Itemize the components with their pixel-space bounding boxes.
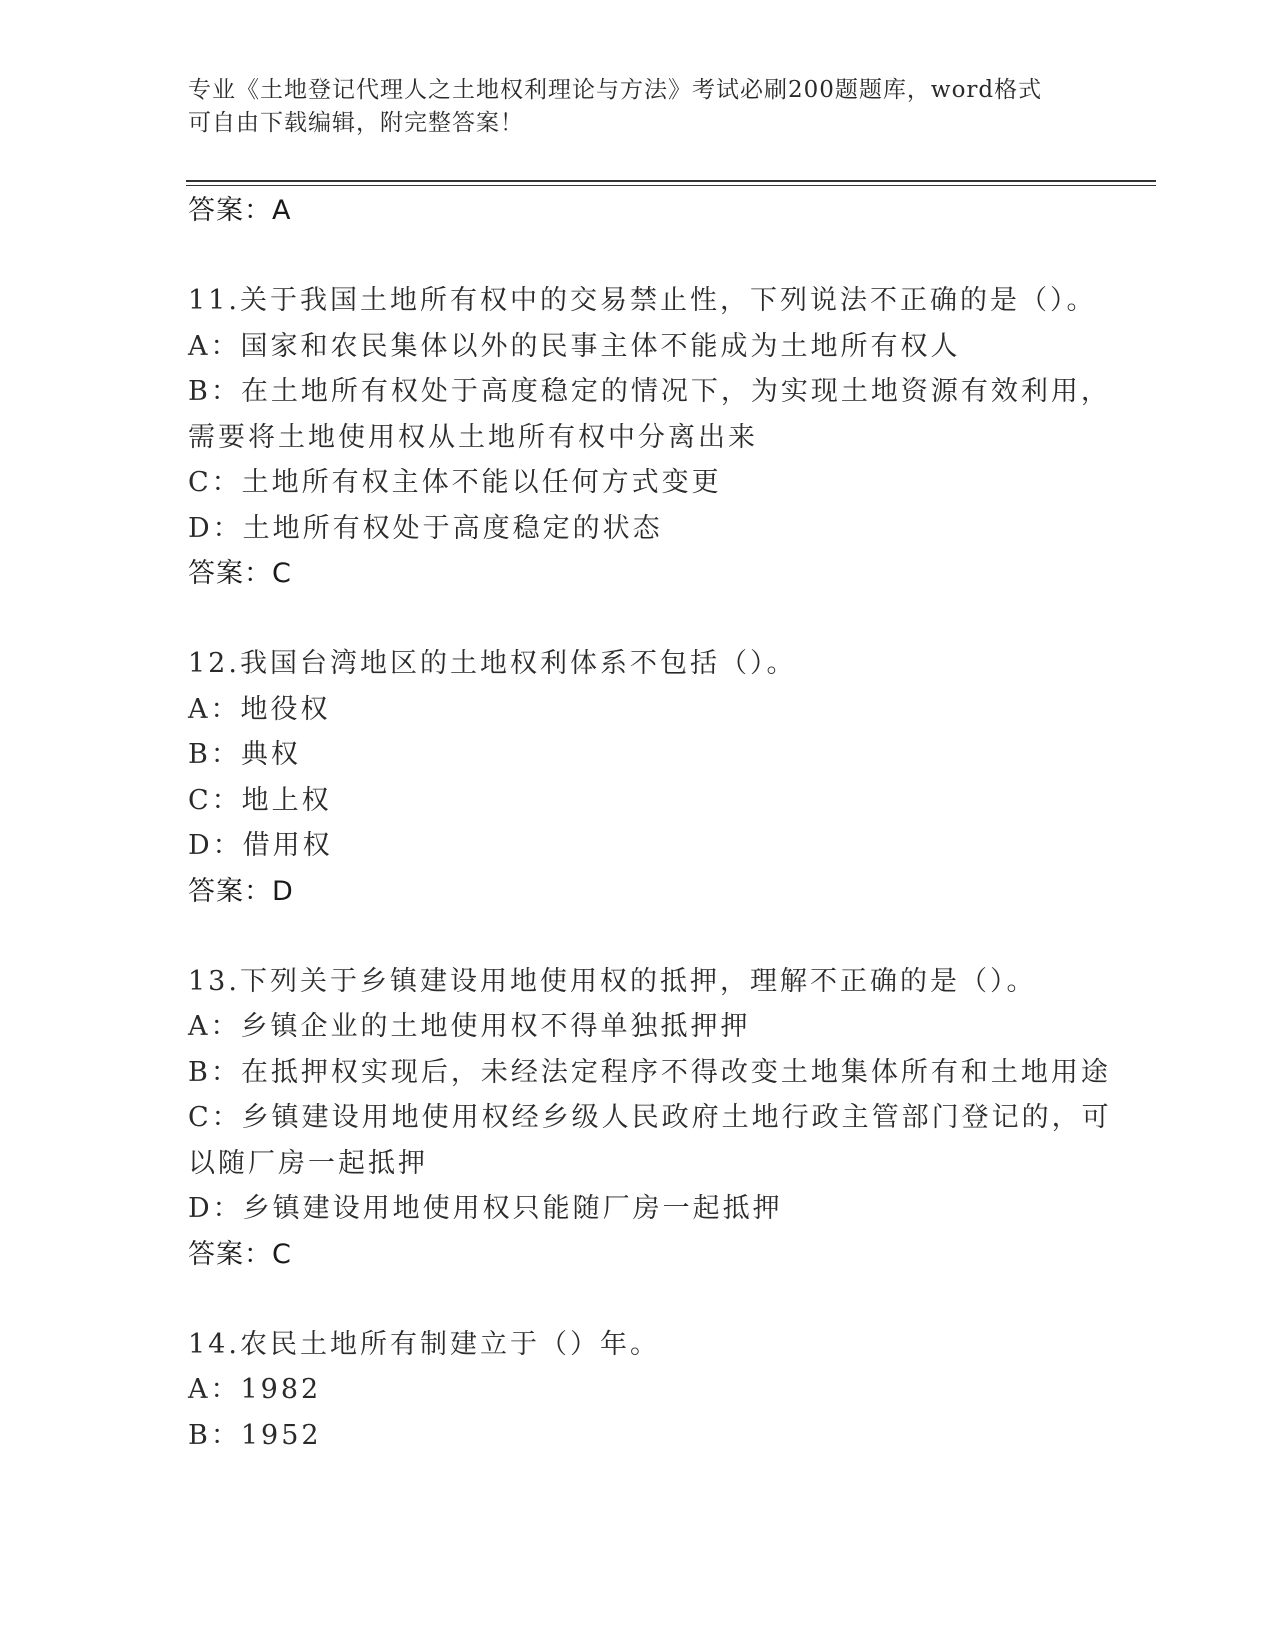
document-header (188, 74, 1068, 140)
option-d: D：乡镇建设用地使用权只能随厂房一起抵押 (188, 1193, 783, 1224)
option-d: D：土地所有权处于高度稳定的状态 (188, 512, 663, 544)
question-12 (188, 641, 1128, 914)
question-11 (188, 278, 1128, 596)
option-b: B：1952 (188, 1419, 322, 1451)
answer-text: 答案：A (188, 195, 292, 226)
question-13 (188, 959, 1128, 1277)
option-c-continued: 以随厂房一起抵押 (188, 1147, 428, 1179)
header-divider-top (186, 180, 1156, 182)
option-b-continued: 需要将土地使用权从土地所有权中分离出来 (188, 421, 758, 453)
answer-text: 答案：C (188, 1238, 292, 1270)
option-c: C：地上权 (188, 784, 332, 816)
option-a: A：地役权 (188, 693, 331, 725)
question-stem: 13.下列关于乡镇建设用地使用权的抵押，理解不正确的是（）。 (188, 965, 1037, 997)
question-14 (188, 1322, 1128, 1459)
option-a: A：乡镇企业的土地使用权不得单独抵押押 (188, 1011, 751, 1042)
option-c: C：土地所有权主体不能以任何方式变更 (188, 467, 722, 498)
header-line-1: 专业《土地登记代理人之土地权利理论与方法》考试必刷200题题库，word格式 (188, 77, 1043, 103)
answer-text: 答案：D (188, 875, 294, 907)
option-a: A：1982 (188, 1374, 322, 1405)
option-b: B：典权 (188, 739, 301, 770)
question-stem: 11.关于我国土地所有权中的交易禁止性，下列说法不正确的是（）。 (188, 285, 1097, 316)
option-a: A：国家和农民集体以外的民事主体不能成为土地所有权人 (188, 330, 961, 362)
option-d: D：借用权 (188, 830, 333, 861)
option-c: C：乡镇建设用地使用权经乡级人民政府土地行政主管部门登记的，可 (188, 1102, 1112, 1133)
header-divider-bottom (186, 185, 1156, 186)
question-stem: 14.农民土地所有制建立于（）年。 (188, 1328, 660, 1360)
option-b: B：在土地所有权处于高度稳定的情况下，为实现土地资源有效利用， (188, 376, 1111, 407)
option-b: B：在抵押权实现后，未经法定程序不得改变土地集体所有和土地用途 (188, 1056, 1111, 1088)
answer-text: 答案：C (188, 558, 292, 589)
header-line-2: 可自由下载编辑，附完整答案！ (188, 110, 524, 136)
document-body (188, 188, 1128, 1458)
question-stem: 12.我国台湾地区的土地权利体系不包括（）。 (188, 648, 797, 679)
